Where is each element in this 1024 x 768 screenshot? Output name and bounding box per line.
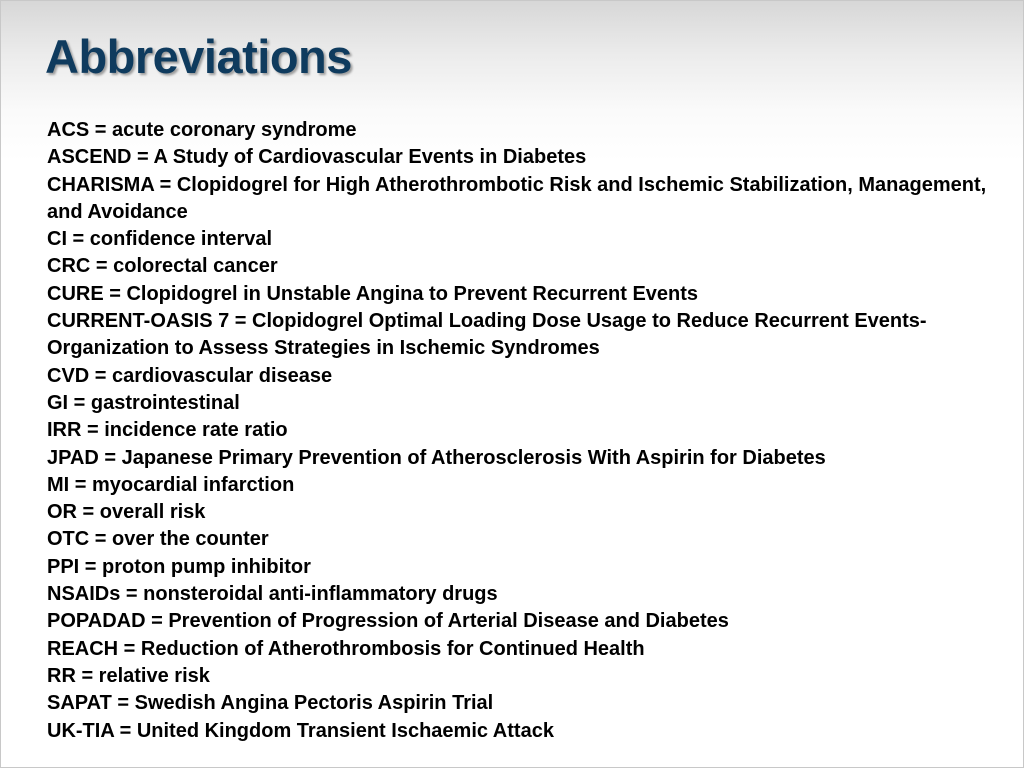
- abbreviation-item: MI = myocardial infarction: [47, 473, 295, 496]
- abbreviation-item: OR = overall risk: [47, 501, 206, 524]
- abbreviation-item: IRR = incidence rate ratio: [47, 419, 288, 442]
- slide-title: Abbreviations: [45, 30, 352, 83]
- abbreviation-item: CHARISMA = Clopidogrel for High Atherothrombotic Risk and Ischemic Stabilization, Management, and Avoidance: [47, 173, 987, 223]
- abbreviation-item: CRC = colorectal cancer: [47, 255, 278, 278]
- abbreviation-item: PPI = proton pump inhibitor: [47, 555, 311, 578]
- abbreviation-item: SAPAT = Swedish Angina Pectoris Aspirin Trial: [47, 692, 494, 715]
- abbreviation-item: OTC = over the counter: [47, 528, 269, 551]
- abbreviation-item: ASCEND = A Study of Cardiovascular Events in Diabetes: [47, 146, 587, 169]
- abbreviation-item: POPADAD = Prevention of Progression of Arterial Disease and Diabetes: [47, 610, 729, 633]
- abbreviation-item: RR = relative risk: [47, 664, 210, 687]
- abbreviation-item: GI = gastrointestinal: [47, 391, 240, 414]
- abbreviation-item: CURRENT-OASIS 7 = Clopidogrel Optimal Loading Dose Usage to Reduce Recurrent Events-Organization to Assess Strategies in Ischemic Syndromes: [47, 310, 927, 360]
- abbreviation-item: CI = confidence interval: [47, 228, 273, 251]
- abbreviation-item: NSAIDs = nonsteroidal anti-inflammatory drugs: [47, 583, 498, 606]
- abbreviation-item: ACS = acute coronary syndrome: [47, 119, 357, 141]
- abbreviation-item: UK-TIA = United Kingdom Transient Ischaemic Attack: [47, 719, 554, 742]
- abbreviation-item: CVD = cardiovascular disease: [47, 364, 333, 387]
- abbreviation-item: JPAD = Japanese Primary Prevention of Atherosclerosis With Aspirin for Diabetes: [47, 446, 826, 469]
- abbreviation-list: [47, 117, 997, 745]
- abbreviation-item: REACH = Reduction of Atherothrombosis for Continued Health: [47, 637, 645, 660]
- abbreviation-item: CURE = Clopidogrel in Unstable Angina to Prevent Recurrent Events: [47, 282, 699, 305]
